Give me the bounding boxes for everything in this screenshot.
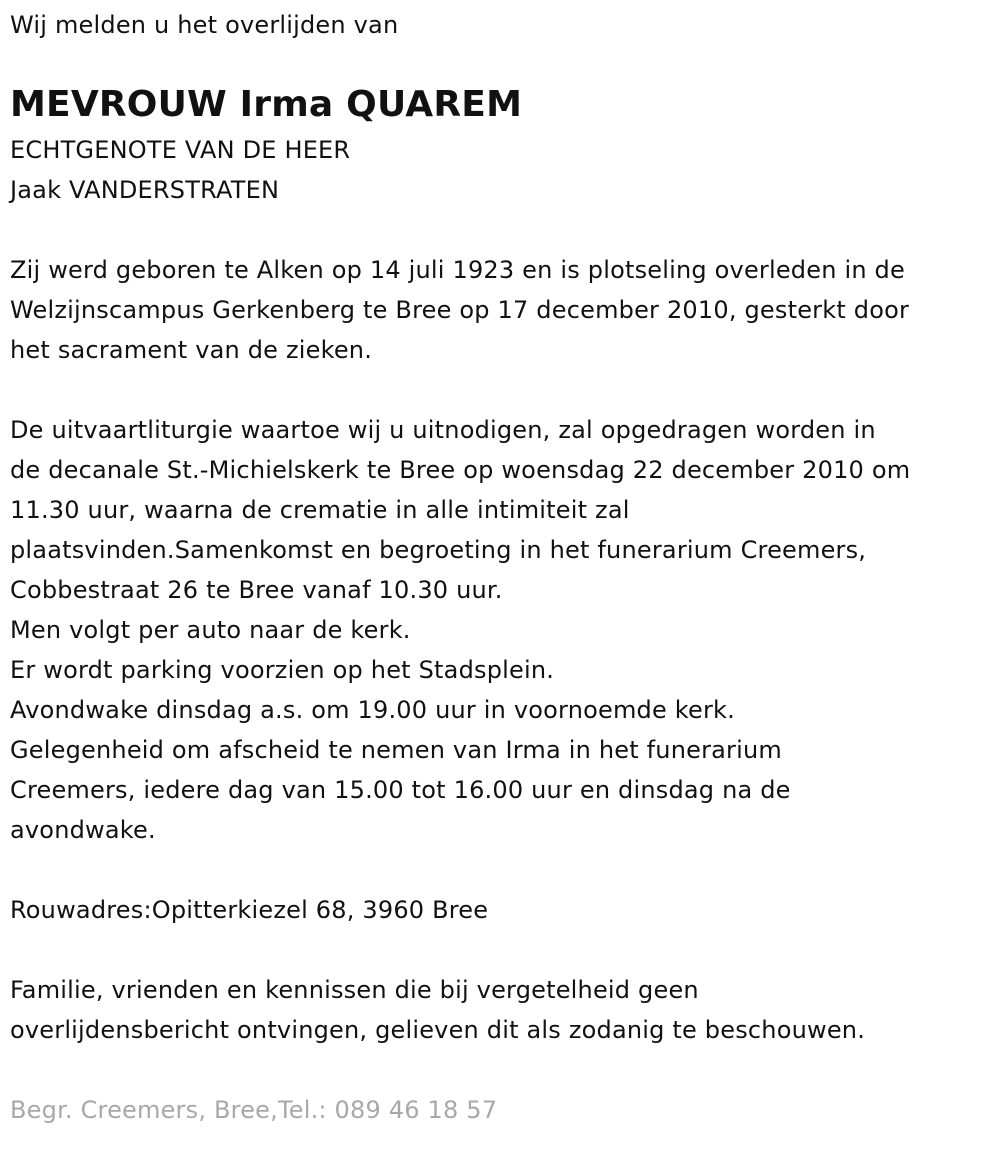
spacer — [10, 370, 995, 410]
paragraph-line: Cobbestraat 26 te Bree vanaf 10.30 uur. — [10, 576, 503, 604]
paragraph-line: de decanale St.-Michielskerk te Bree op woensdag 22 december 2010 om — [10, 456, 911, 484]
funeral-paragraph — [10, 410, 995, 850]
paragraph-line: Creemers, iedere dag van 15.00 tot 16.00 uur en dinsdag na de — [10, 776, 791, 804]
birth-death-paragraph — [10, 250, 995, 370]
spouse-line: Jaak VANDERSTRATEN — [10, 176, 280, 204]
spouse-block — [10, 130, 995, 210]
funeral-home-contact: Begr. Creemers, Bree,Tel.: 089 46 18 57 — [10, 1096, 498, 1124]
deceased-name: MEVROUW Irma QUAREM — [10, 84, 523, 125]
paragraph-line: Men volgt per auto naar de kerk. — [10, 616, 411, 644]
spacer — [10, 1050, 995, 1090]
paragraph-line: 11.30 uur, waarna de crematie in alle intimiteit zal — [10, 496, 630, 524]
spacer — [10, 930, 995, 970]
obituary-notice — [10, 0, 995, 1130]
paragraph-line: Er wordt parking voorzien op het Stadsplein. — [10, 656, 555, 684]
spouse-line: ECHTGENOTE VAN DE HEER — [10, 136, 351, 164]
intro-text: Wij melden u het overlijden van — [10, 11, 399, 39]
mourning-address: Rouwadres:Opitterkiezel 68, 3960 Bree — [10, 896, 489, 924]
paragraph-line: overlijdensbericht ontvingen, gelieven dit als zodanig te beschouwen. — [10, 1016, 866, 1044]
family-note-paragraph — [10, 970, 995, 1050]
paragraph-line: Familie, vrienden en kennissen die bij vergetelheid geen — [10, 976, 699, 1004]
spacer — [10, 850, 995, 890]
spacer — [10, 210, 995, 250]
paragraph-line: avondwake. — [10, 816, 156, 844]
paragraph-line: het sacrament van de zieken. — [10, 336, 373, 364]
paragraph-line: Gelegenheid om afscheid te nemen van Irma in het funerarium — [10, 736, 782, 764]
paragraph-line: De uitvaartliturgie waartoe wij u uitnodigen, zal opgedragen worden in — [10, 416, 876, 444]
paragraph-line: Zij werd geboren te Alken op 14 juli 1923 en is plotseling overleden in de — [10, 256, 905, 284]
paragraph-line: Welzijnscampus Gerkenberg te Bree op 17 december 2010, gesterkt door — [10, 296, 910, 324]
paragraph-line: plaatsvinden.Samenkomst en begroeting in het funerarium Creemers, — [10, 536, 867, 564]
paragraph-line: Avondwake dinsdag a.s. om 19.00 uur in voornoemde kerk. — [10, 696, 735, 724]
